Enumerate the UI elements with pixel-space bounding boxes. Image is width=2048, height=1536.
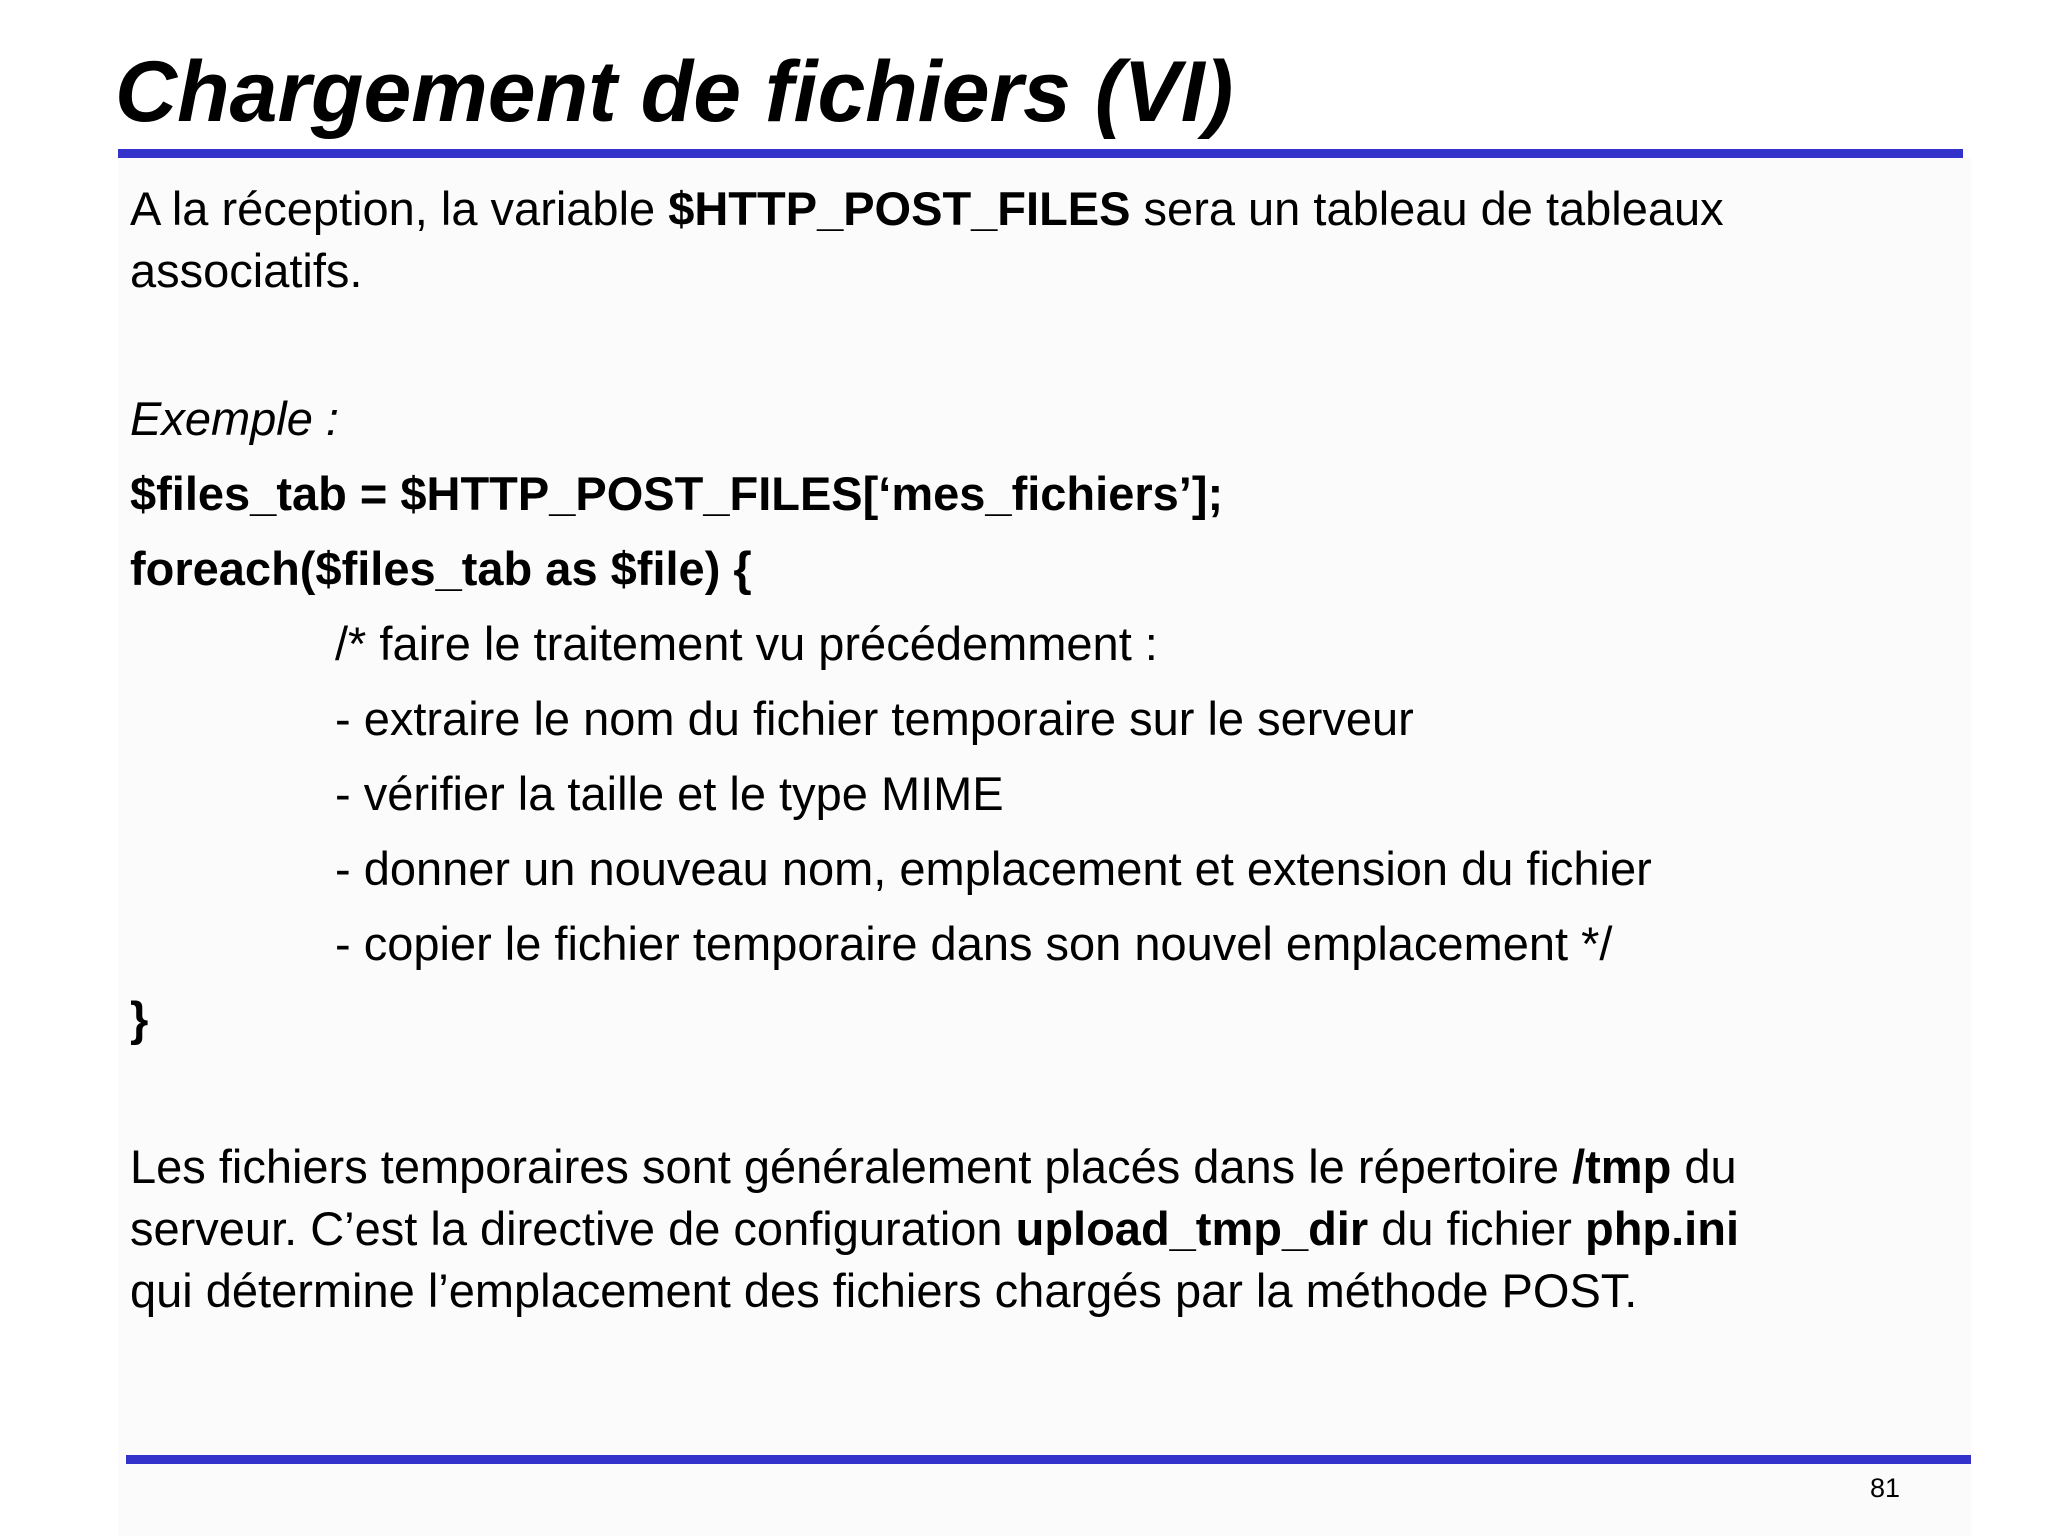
code-line: $files_tab = $HTTP_POST_FILES[‘mes_fichiers’]; — [130, 467, 1224, 520]
page-number: 81 — [1870, 1473, 1901, 1503]
comment-line: - copier le fichier temporaire dans son nouvel emplacement */ — [335, 917, 1613, 970]
upload-tmp-dir-term: upload_tmp_dir — [1015, 1202, 1369, 1255]
outro-text: du — [1671, 1140, 1737, 1193]
comment-line: - vérifier la taille et le type MIME — [335, 767, 1004, 820]
outro-line-1 — [130, 1136, 1737, 1198]
comment-line: - extraire le nom du fichier temporaire sur le serveur — [335, 692, 1414, 745]
tmp-dir-term: /tmp — [1572, 1140, 1672, 1193]
outro-text: du fichier — [1368, 1202, 1585, 1255]
intro-text: A la réception, la variable — [130, 182, 669, 235]
closing-brace: } — [130, 992, 149, 1045]
intro-text: sera un tableau de tableaux — [1130, 182, 1724, 235]
code-line: foreach($files_tab as $file) { — [130, 542, 752, 595]
outro-line-3: qui détermine l’emplacement des fichiers chargés par la méthode POST. — [130, 1264, 1638, 1317]
slide-title: Chargement de fichiers (VI) — [115, 44, 1234, 140]
http-post-files-term: $HTTP_POST_FILES — [668, 182, 1131, 235]
intro-line-2: associatifs. — [130, 244, 363, 297]
outro-text: serveur. C’est la directive de configuration — [130, 1202, 1016, 1255]
outro-line-2 — [130, 1198, 1739, 1260]
title-underline — [118, 149, 1963, 158]
php-ini-term: php.ini — [1584, 1202, 1739, 1255]
intro-line-1 — [130, 178, 1724, 240]
footer-rule — [126, 1455, 1971, 1464]
comment-line: - donner un nouveau nom, emplacement et extension du fichier — [335, 842, 1652, 895]
comment-line: /* faire le traitement vu précédemment : — [335, 617, 1158, 670]
example-label: Exemple : — [130, 392, 339, 445]
outro-text: Les fichiers temporaires sont généralement placés dans le répertoire — [130, 1140, 1573, 1193]
